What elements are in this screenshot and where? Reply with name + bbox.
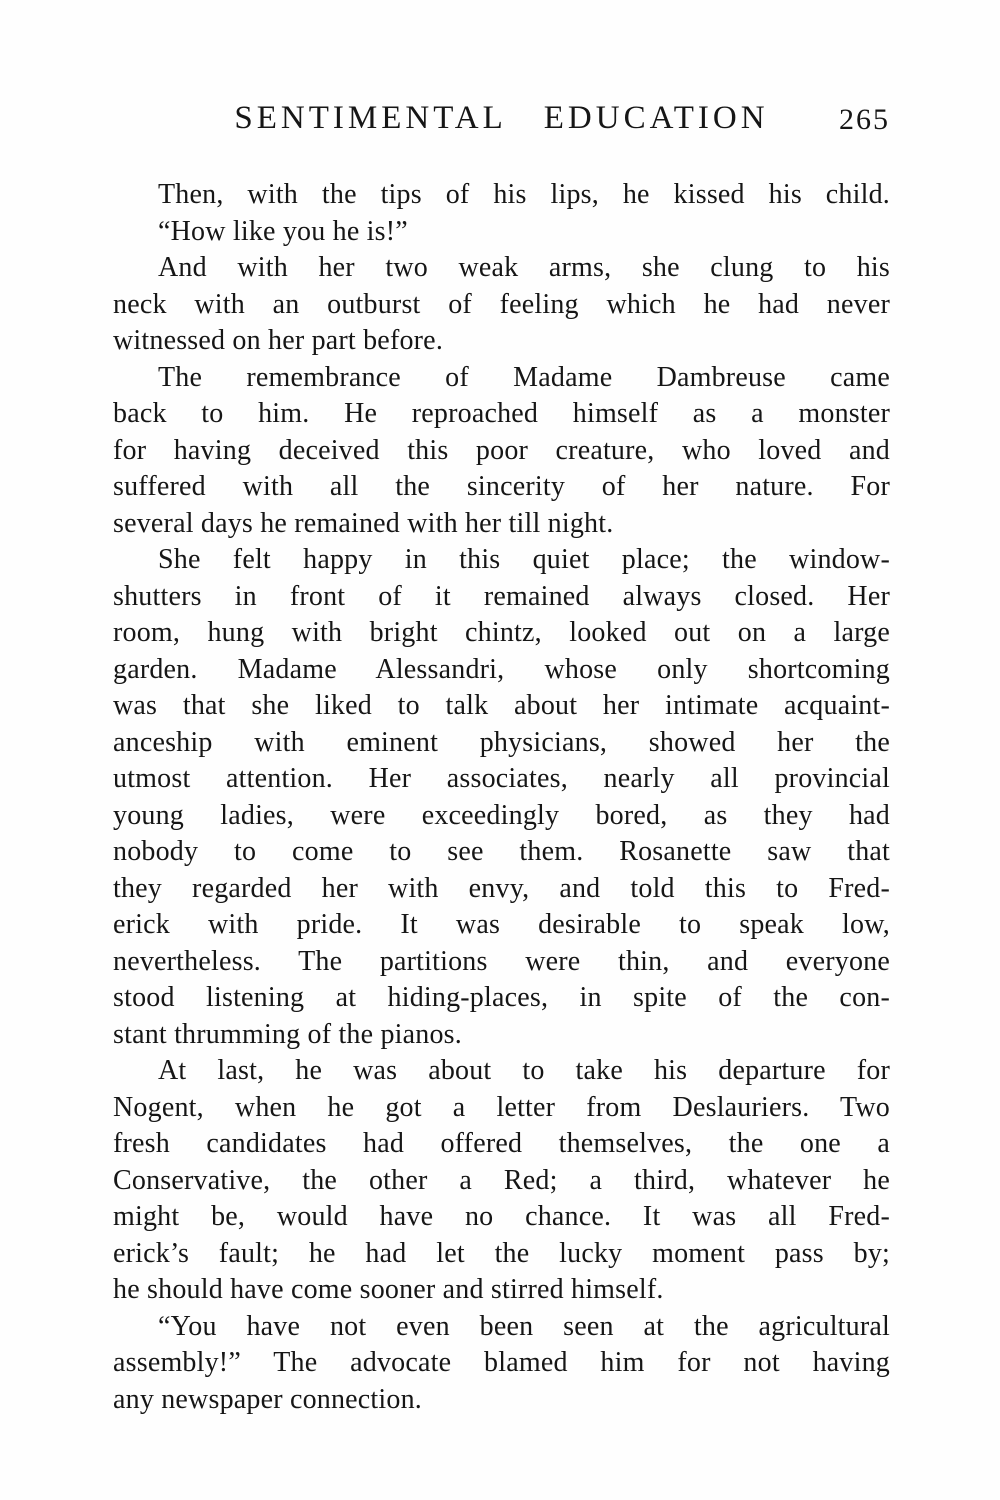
text-line (113, 798, 890, 835)
text-line-content: was that she liked to talk about her intimate acquaint- (113, 690, 890, 721)
text-line-content: neck with an outburst of feeling which he had never (113, 288, 890, 320)
text-line-content: witnessed on her part before. (113, 325, 444, 356)
text-line-content: shutters in front of it remained always closed. Her (113, 580, 890, 612)
text-line (113, 287, 890, 324)
paragraph (113, 250, 890, 360)
text-line-content: assembly!” The advocate blamed him for not having (113, 1347, 890, 1378)
paragraph (113, 214, 890, 251)
text-line (113, 1272, 890, 1309)
text-line (113, 177, 890, 214)
text-line (113, 396, 890, 433)
text-line-content: She felt happy in this quiet place; the window- (158, 544, 890, 575)
text-line (113, 1017, 890, 1054)
text-line-content: And with her two weak arms, she clung to his (158, 252, 890, 283)
text-line (113, 1163, 890, 1200)
text-line (113, 360, 890, 397)
text-line-content: anceship with eminent physicians, showed her the (113, 726, 890, 758)
paragraph (113, 360, 890, 543)
text-line (113, 834, 890, 871)
text-line-content: nevertheless. The partitions were thin, and everyone (113, 945, 890, 977)
text-line (113, 469, 890, 506)
text-line (113, 1236, 890, 1273)
text-line (113, 615, 890, 652)
text-line-content: utmost attention. Her associates, nearly all provincial (113, 763, 890, 794)
text-line (113, 323, 890, 360)
text-line (113, 761, 890, 798)
text-line-content: room, hung with bright chintz, looked out on a large (113, 617, 890, 648)
text-line (113, 1053, 890, 1090)
text-line-content: “How like you he is!” (158, 215, 408, 247)
text-column (113, 100, 890, 1418)
text-line-content: erick’s fault; he had let the lucky moment pass by; (113, 1237, 890, 1269)
text-line-content: Then, with the tips of his lips, he kissed his child. (158, 179, 890, 210)
text-line-content: garden. Madame Alessandri, whose only shortcoming (113, 653, 890, 685)
text-line-content: nobody to come to see them. Rosanette saw that (113, 836, 890, 867)
text-line-content: young ladies, were exceedingly bored, as they had (113, 799, 890, 831)
text-line-content: he should have come sooner and stirred himself. (113, 1274, 664, 1305)
page-title: SENTIMENTAL EDUCATION (234, 100, 769, 136)
text-line (113, 1382, 890, 1419)
text-line-content: any newspaper connection. (113, 1383, 422, 1415)
paragraph (113, 542, 890, 1053)
page-number: 265 (839, 103, 890, 136)
text-line (113, 542, 890, 579)
text-line (113, 980, 890, 1017)
text-line-content: they regarded her with envy, and told this to Fred- (113, 872, 890, 904)
paragraph (113, 1309, 890, 1419)
text-line-content: back to him. He reproached himself as a monster (113, 398, 890, 429)
text-line-content: Conservative, the other a Red; a third, whatever he (113, 1164, 890, 1196)
text-line (113, 1309, 890, 1346)
text-line-content: At last, he was about to take his departure for (158, 1055, 890, 1086)
text-line (113, 506, 890, 543)
text-line (113, 1199, 890, 1236)
text-line (113, 579, 890, 616)
text-line-content: for having deceived this poor creature, who loved and (113, 434, 890, 466)
text-line (113, 688, 890, 725)
text-line-content: fresh candidates had offered themselves, the one a (113, 1128, 890, 1159)
text-line-content: stant thrumming of the pianos. (113, 1018, 462, 1050)
text-line (113, 1126, 890, 1163)
text-line (113, 1345, 890, 1382)
running-header (113, 100, 890, 144)
text-line (113, 1090, 890, 1127)
text-line (113, 944, 890, 981)
page-body (113, 177, 890, 1418)
text-line (113, 433, 890, 470)
text-line-content: Nogent, when he got a letter from Deslauriers. Two (113, 1091, 890, 1123)
paragraph (113, 177, 890, 214)
text-line-content: stood listening at hiding-places, in spite of the con- (113, 982, 890, 1013)
text-line (113, 214, 890, 251)
paragraph (113, 1053, 890, 1309)
text-line (113, 725, 890, 762)
text-line (113, 652, 890, 689)
text-line-content: might be, would have no chance. It was all Fred- (113, 1201, 890, 1232)
text-line (113, 871, 890, 908)
text-line-content: several days he remained with her till night. (113, 507, 614, 539)
text-line (113, 250, 890, 287)
text-line-content: The remembrance of Madame Dambreuse came (158, 361, 890, 393)
text-line (113, 907, 890, 944)
text-line-content: erick with pride. It was desirable to speak low, (113, 909, 890, 940)
text-line-content: suffered with all the sincerity of her nature. For (113, 471, 890, 502)
text-line-content: “You have not even been seen at the agricultural (158, 1310, 890, 1342)
